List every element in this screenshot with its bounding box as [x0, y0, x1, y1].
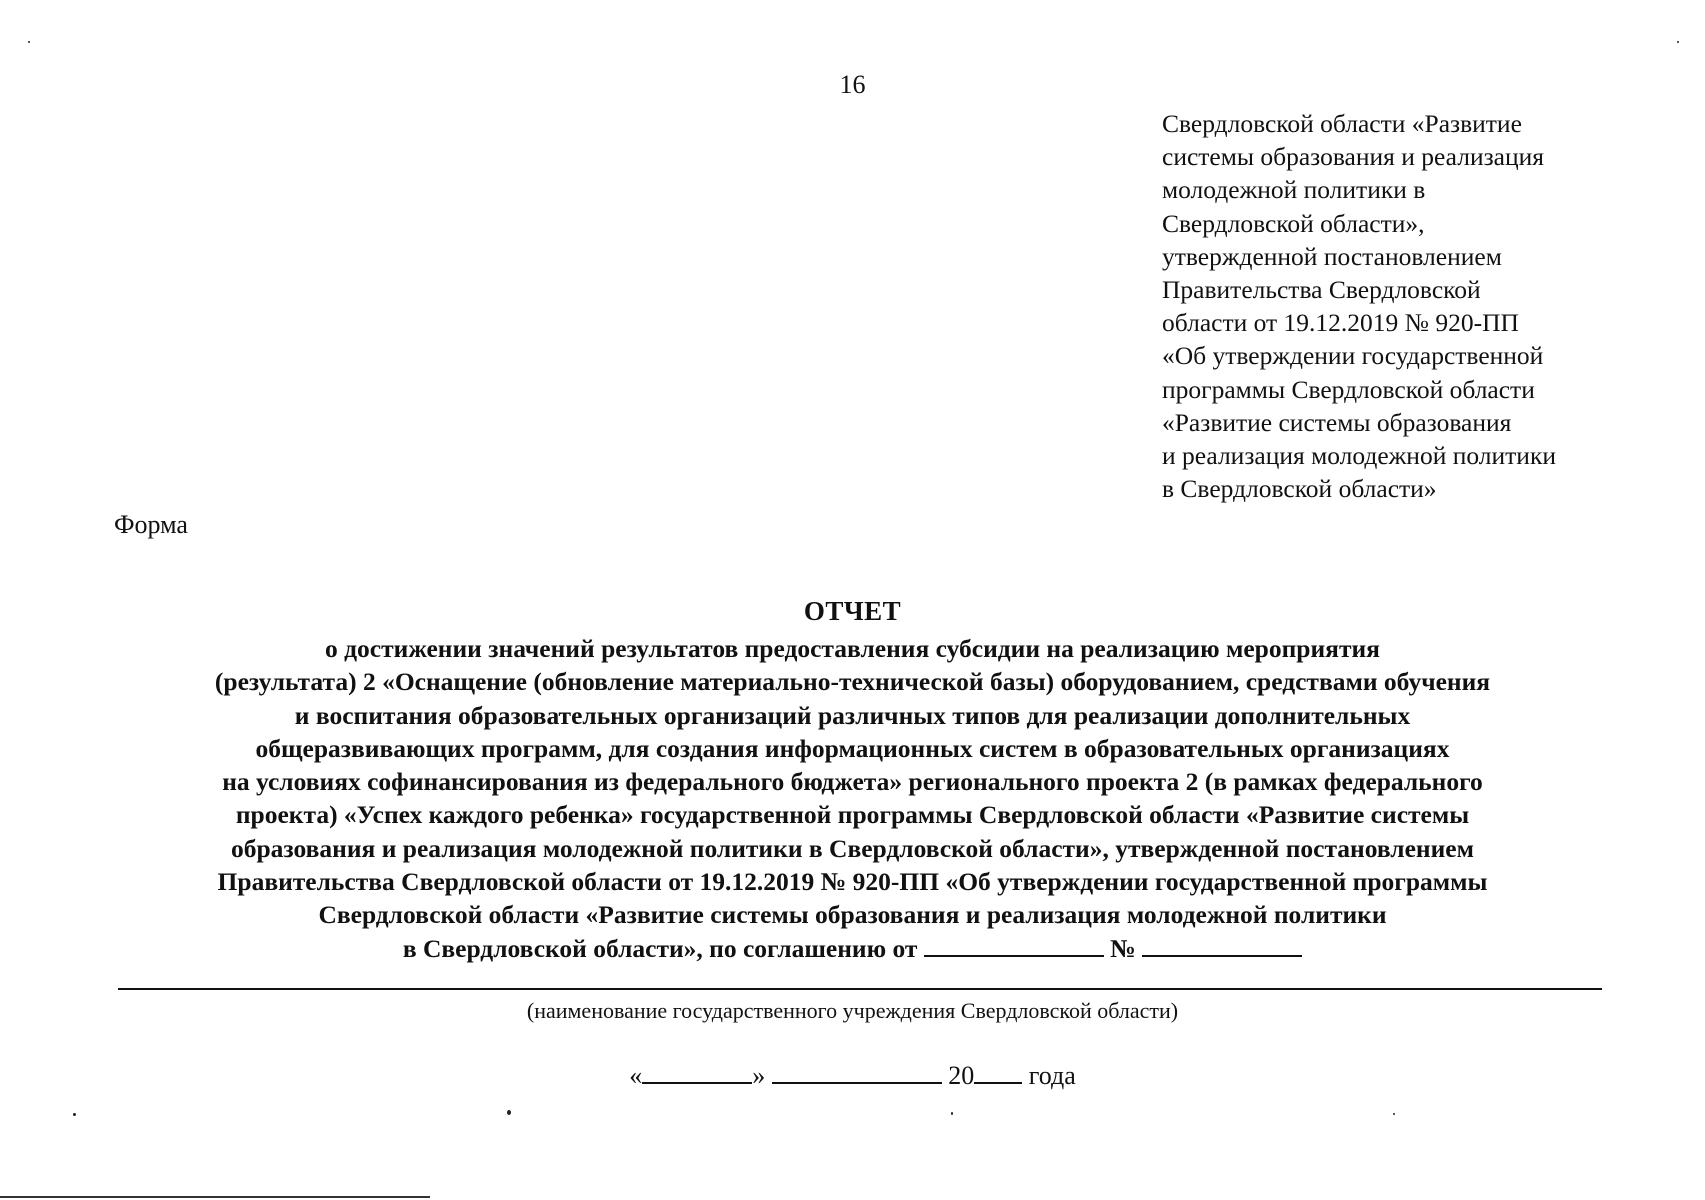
report-line: о достижении значений результатов предоставления субсидии на реализацию мероприятия: [325, 634, 1380, 663]
scan-speck: [507, 1110, 511, 1115]
approval-reference-block: [1162, 107, 1682, 505]
approval-line: области от 19.12.2019 № 920-ПП: [1162, 308, 1519, 338]
approval-line: Свердловской области «Развитие: [1162, 109, 1522, 138]
report-line: и воспитания образовательных организаций различных типов для реализации дополнительных: [294, 700, 1411, 730]
year-suffix: года: [1028, 1061, 1076, 1090]
approval-line: Свердловской области»,: [1162, 208, 1425, 238]
report-line: Свердловской области «Развитие системы образования и реализация молодежной политики: [318, 900, 1387, 930]
year-prefix: 20: [948, 1061, 975, 1090]
month-blank[interactable]: [772, 1060, 942, 1084]
report-line: образования и реализация молодежной политики в Свердловской области», утвержденной постановлением: [231, 833, 1474, 863]
approval-line: программы Свердловской области: [1162, 374, 1535, 404]
institution-caption: (наименование государственного учреждения Свердловской области): [526, 998, 1179, 1023]
number-sign: №: [1110, 933, 1136, 963]
day-blank[interactable]: [642, 1060, 752, 1084]
report-line: общеразвивающих программ, для создания информационных систем в образовательных организациях: [255, 733, 1450, 763]
agreement-date-blank[interactable]: [924, 933, 1104, 957]
report-line: (результата) 2 «Оснащение (обновление материально-технической базы) оборудованием, средствами обучения: [214, 667, 1491, 697]
scan-speck: [73, 1113, 76, 1116]
form-label: Форма: [114, 510, 188, 539]
scan-speck: [951, 1112, 953, 1115]
approval-line: утвержденной постановлением: [1162, 241, 1502, 271]
approval-line: «Развитие системы образования: [1162, 407, 1512, 437]
agreement-label: в Свердловской области», по соглашению от: [402, 933, 918, 963]
scan-speck: [1677, 41, 1679, 43]
approval-line: молодежной политики в: [1162, 175, 1426, 205]
approval-line: и реализация молодежной политики: [1162, 441, 1556, 471]
scan-bottom-edge: [0, 1196, 430, 1198]
agreement-line: [0, 932, 1705, 965]
report-line: проекта) «Успех каждого ребенка» государственной программы Свердловской области «Развитие системы: [235, 800, 1470, 830]
scan-speck: [28, 41, 30, 43]
open-quote: «: [629, 1061, 643, 1090]
close-quote: »: [752, 1061, 766, 1090]
report-line: Правительства Свердловской области от 19.12.2019 № 920-ПП «Об утверждении государственной программы: [217, 867, 1488, 897]
approval-line: Правительства Свердловской: [1162, 275, 1481, 305]
report-title: ОТЧЕТ: [803, 596, 902, 626]
report-subject: [0, 632, 1705, 965]
approval-line: в Свердловской области»: [1162, 474, 1437, 504]
agreement-number-blank[interactable]: [1142, 933, 1302, 957]
report-line: на условиях софинансирования из федерального бюджета» регионального проекта 2 (в рамках федерального: [222, 767, 1483, 797]
approval-line: системы образования и реализация: [1162, 142, 1545, 172]
approval-line: «Об утверждении государственной: [1162, 341, 1544, 371]
institution-name-blank[interactable]: [118, 988, 1602, 990]
date-line: [0, 1060, 1705, 1091]
year-blank[interactable]: [974, 1060, 1022, 1084]
scan-speck: [1393, 1113, 1395, 1115]
page-number: 16: [839, 70, 866, 99]
